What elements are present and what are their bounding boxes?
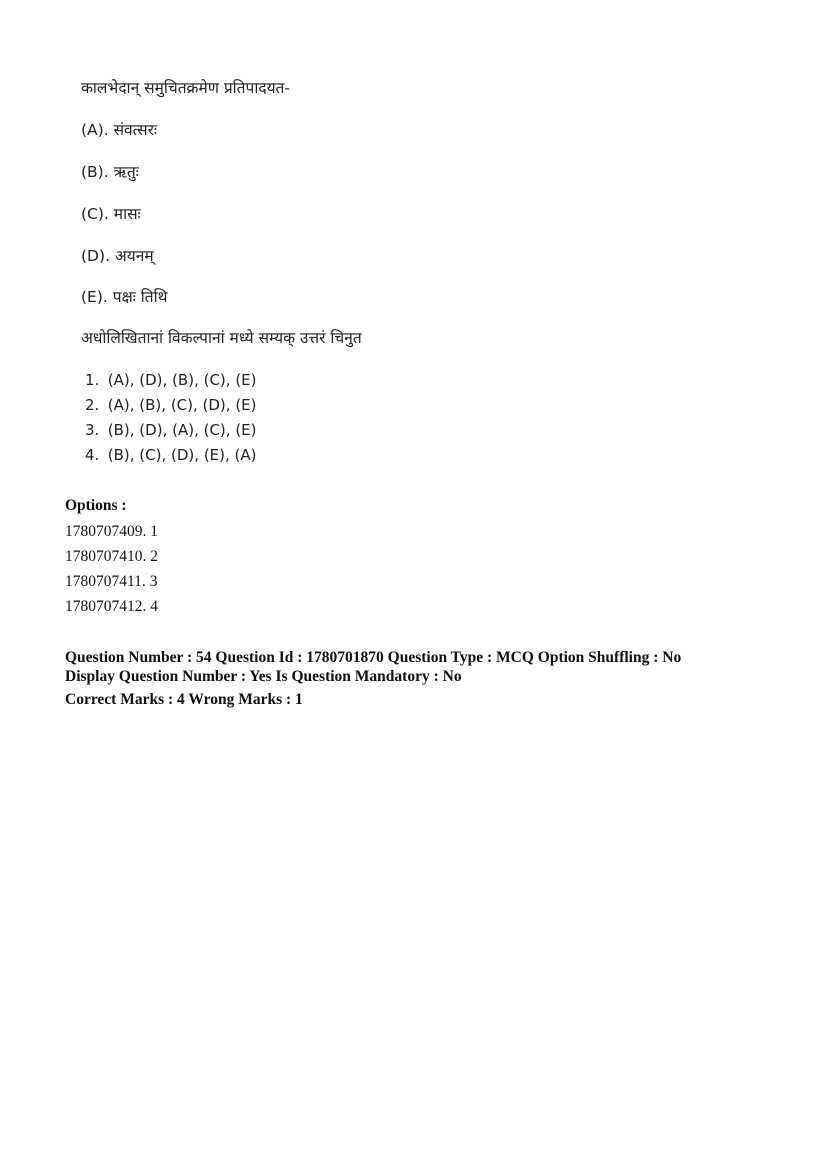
question-item-a bbox=[81, 118, 157, 140]
answer-choice bbox=[85, 393, 257, 418]
question-stem: कालभेदान् समुचितक्रमेण प्रतिपादयत- bbox=[81, 79, 290, 97]
option-value: 2 bbox=[150, 548, 158, 565]
item-label: (A). bbox=[81, 121, 109, 139]
answer-choice bbox=[85, 443, 257, 468]
option-value: 1 bbox=[150, 523, 158, 540]
answer-text: (A), (B), (C), (D), (E) bbox=[107, 396, 257, 414]
item-text: ऋतुः bbox=[113, 163, 139, 181]
answer-number: 1. bbox=[85, 371, 100, 389]
item-text: संवत्सरः bbox=[113, 121, 158, 139]
item-label: (D). bbox=[81, 247, 110, 265]
answer-text: (B), (D), (A), (C), (E) bbox=[107, 421, 257, 439]
options-heading: Options : bbox=[65, 497, 127, 514]
question-item-b bbox=[81, 160, 139, 182]
question-item-c bbox=[81, 202, 141, 224]
option-id: 1780707409. bbox=[65, 523, 147, 540]
answer-choice bbox=[85, 368, 257, 393]
item-text: अयनम् bbox=[114, 247, 154, 265]
option-row bbox=[65, 544, 158, 569]
answer-text: (B), (C), (D), (E), (A) bbox=[107, 446, 257, 464]
option-id: 1780707410. bbox=[65, 548, 147, 565]
question-meta-line-2: Display Question Number : Yes Is Question Mandatory : No bbox=[65, 668, 462, 685]
option-row bbox=[65, 594, 158, 619]
item-text: मासः bbox=[113, 205, 141, 223]
question-meta-line-1: Question Number : 54 Question Id : 1780701870 Question Type : MCQ Option Shuffling : No bbox=[65, 649, 682, 666]
question-instruction: अधोलिखितानां विकल्पानां मध्ये सम्यक् उत्तरं चिनुत bbox=[81, 329, 362, 347]
answer-number: 3. bbox=[85, 421, 100, 439]
item-label: (E). bbox=[81, 288, 108, 306]
answer-number: 2. bbox=[85, 396, 100, 414]
question-item-e bbox=[81, 285, 168, 307]
answer-text: (A), (D), (B), (C), (E) bbox=[107, 371, 257, 389]
item-text: पक्षः तिथि bbox=[112, 288, 168, 306]
answer-number: 4. bbox=[85, 446, 100, 464]
answer-choice bbox=[85, 418, 257, 443]
option-id: 1780707411. bbox=[65, 573, 146, 590]
options-list bbox=[65, 519, 158, 619]
option-value: 4 bbox=[150, 598, 158, 615]
question-meta-line-3: Correct Marks : 4 Wrong Marks : 1 bbox=[65, 691, 303, 708]
option-id: 1780707412. bbox=[65, 598, 147, 615]
option-value: 3 bbox=[149, 573, 158, 590]
item-label: (C). bbox=[81, 205, 109, 223]
question-item-d bbox=[81, 244, 154, 266]
option-row bbox=[65, 569, 158, 594]
item-label: (B). bbox=[81, 163, 109, 181]
answer-list bbox=[85, 368, 257, 468]
option-row bbox=[65, 519, 158, 544]
